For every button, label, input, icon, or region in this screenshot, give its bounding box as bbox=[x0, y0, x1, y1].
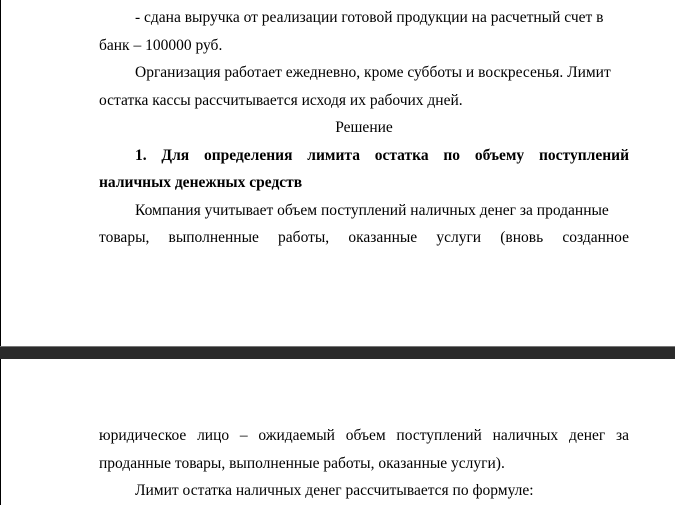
paragraph-line: банк – 100000 руб. bbox=[99, 36, 223, 54]
paragraph-line: Компания учитывает объем поступлений наличных денег за проданные bbox=[135, 201, 609, 219]
page-text-bottom bbox=[99, 422, 629, 505]
paragraph-line: товары, выполненные работы, оказанные услуги (вновь созданное bbox=[99, 229, 629, 246]
page-break-gap bbox=[0, 347, 675, 359]
paragraph-line: юридическое лицо – ожидаемый объем поступлений наличных денег за bbox=[99, 427, 629, 444]
paragraph-line: проданные товары, выполненные работы, оказанные услуги). bbox=[99, 454, 505, 472]
paragraph-line: остатка кассы рассчитывается исходя их рабочих дней. bbox=[99, 91, 463, 109]
subheading-line: наличных денежных средств bbox=[99, 174, 303, 191]
subheading-line: 1. Для определения лимита остатка по объему поступлений bbox=[135, 146, 629, 164]
document-page-bottom bbox=[0, 359, 675, 505]
paragraph-line: Лимит остатка наличных денег рассчитывается по формуле: bbox=[135, 482, 534, 499]
section-heading-solution: Решение bbox=[335, 119, 393, 136]
paragraph-line: Организация работает ежедневно, кроме субботы и воскресенья. Лимит bbox=[135, 64, 611, 81]
paragraph-line: - сдана выручка от реализации готовой продукции на расчетный счет в bbox=[135, 9, 604, 26]
page-text-top bbox=[99, 4, 629, 252]
